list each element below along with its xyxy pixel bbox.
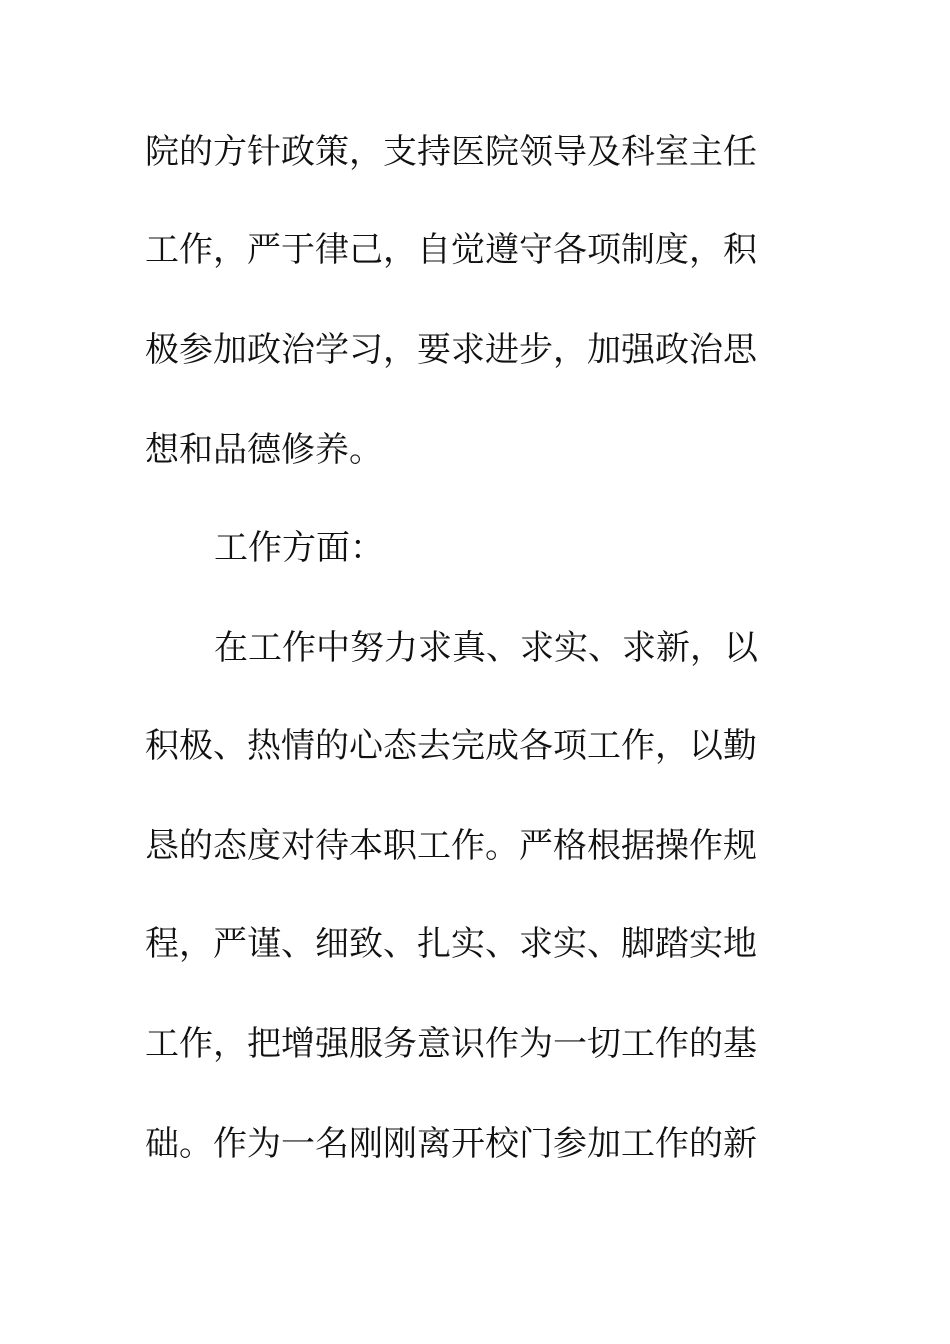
section-heading: 工作方面：: [214, 528, 384, 568]
text-line: 工作，严于律己，自觉遵守各项制度，积: [145, 230, 757, 270]
paragraph-first-line: 在工作中努力求真、求实、求新，以: [214, 628, 758, 668]
text-line: 础。作为一名刚刚离开校门参加工作的新: [145, 1124, 757, 1164]
text-line: 程，严谨、细致、扎实、求实、脚踏实地: [145, 924, 757, 964]
text-line: 想和品德修养。: [145, 430, 383, 470]
text-line: 积极、热情的心态去完成各项工作，以勤: [145, 726, 757, 766]
text-line: 院的方针政策，支持医院领导及科室主任: [145, 132, 757, 172]
text-line: 工作，把增强服务意识作为一切工作的基: [145, 1024, 757, 1064]
text-line: 极参加政治学习，要求进步，加强政治思: [145, 330, 757, 370]
text-line: 恳的态度对待本职工作。严格根据操作规: [145, 826, 757, 866]
